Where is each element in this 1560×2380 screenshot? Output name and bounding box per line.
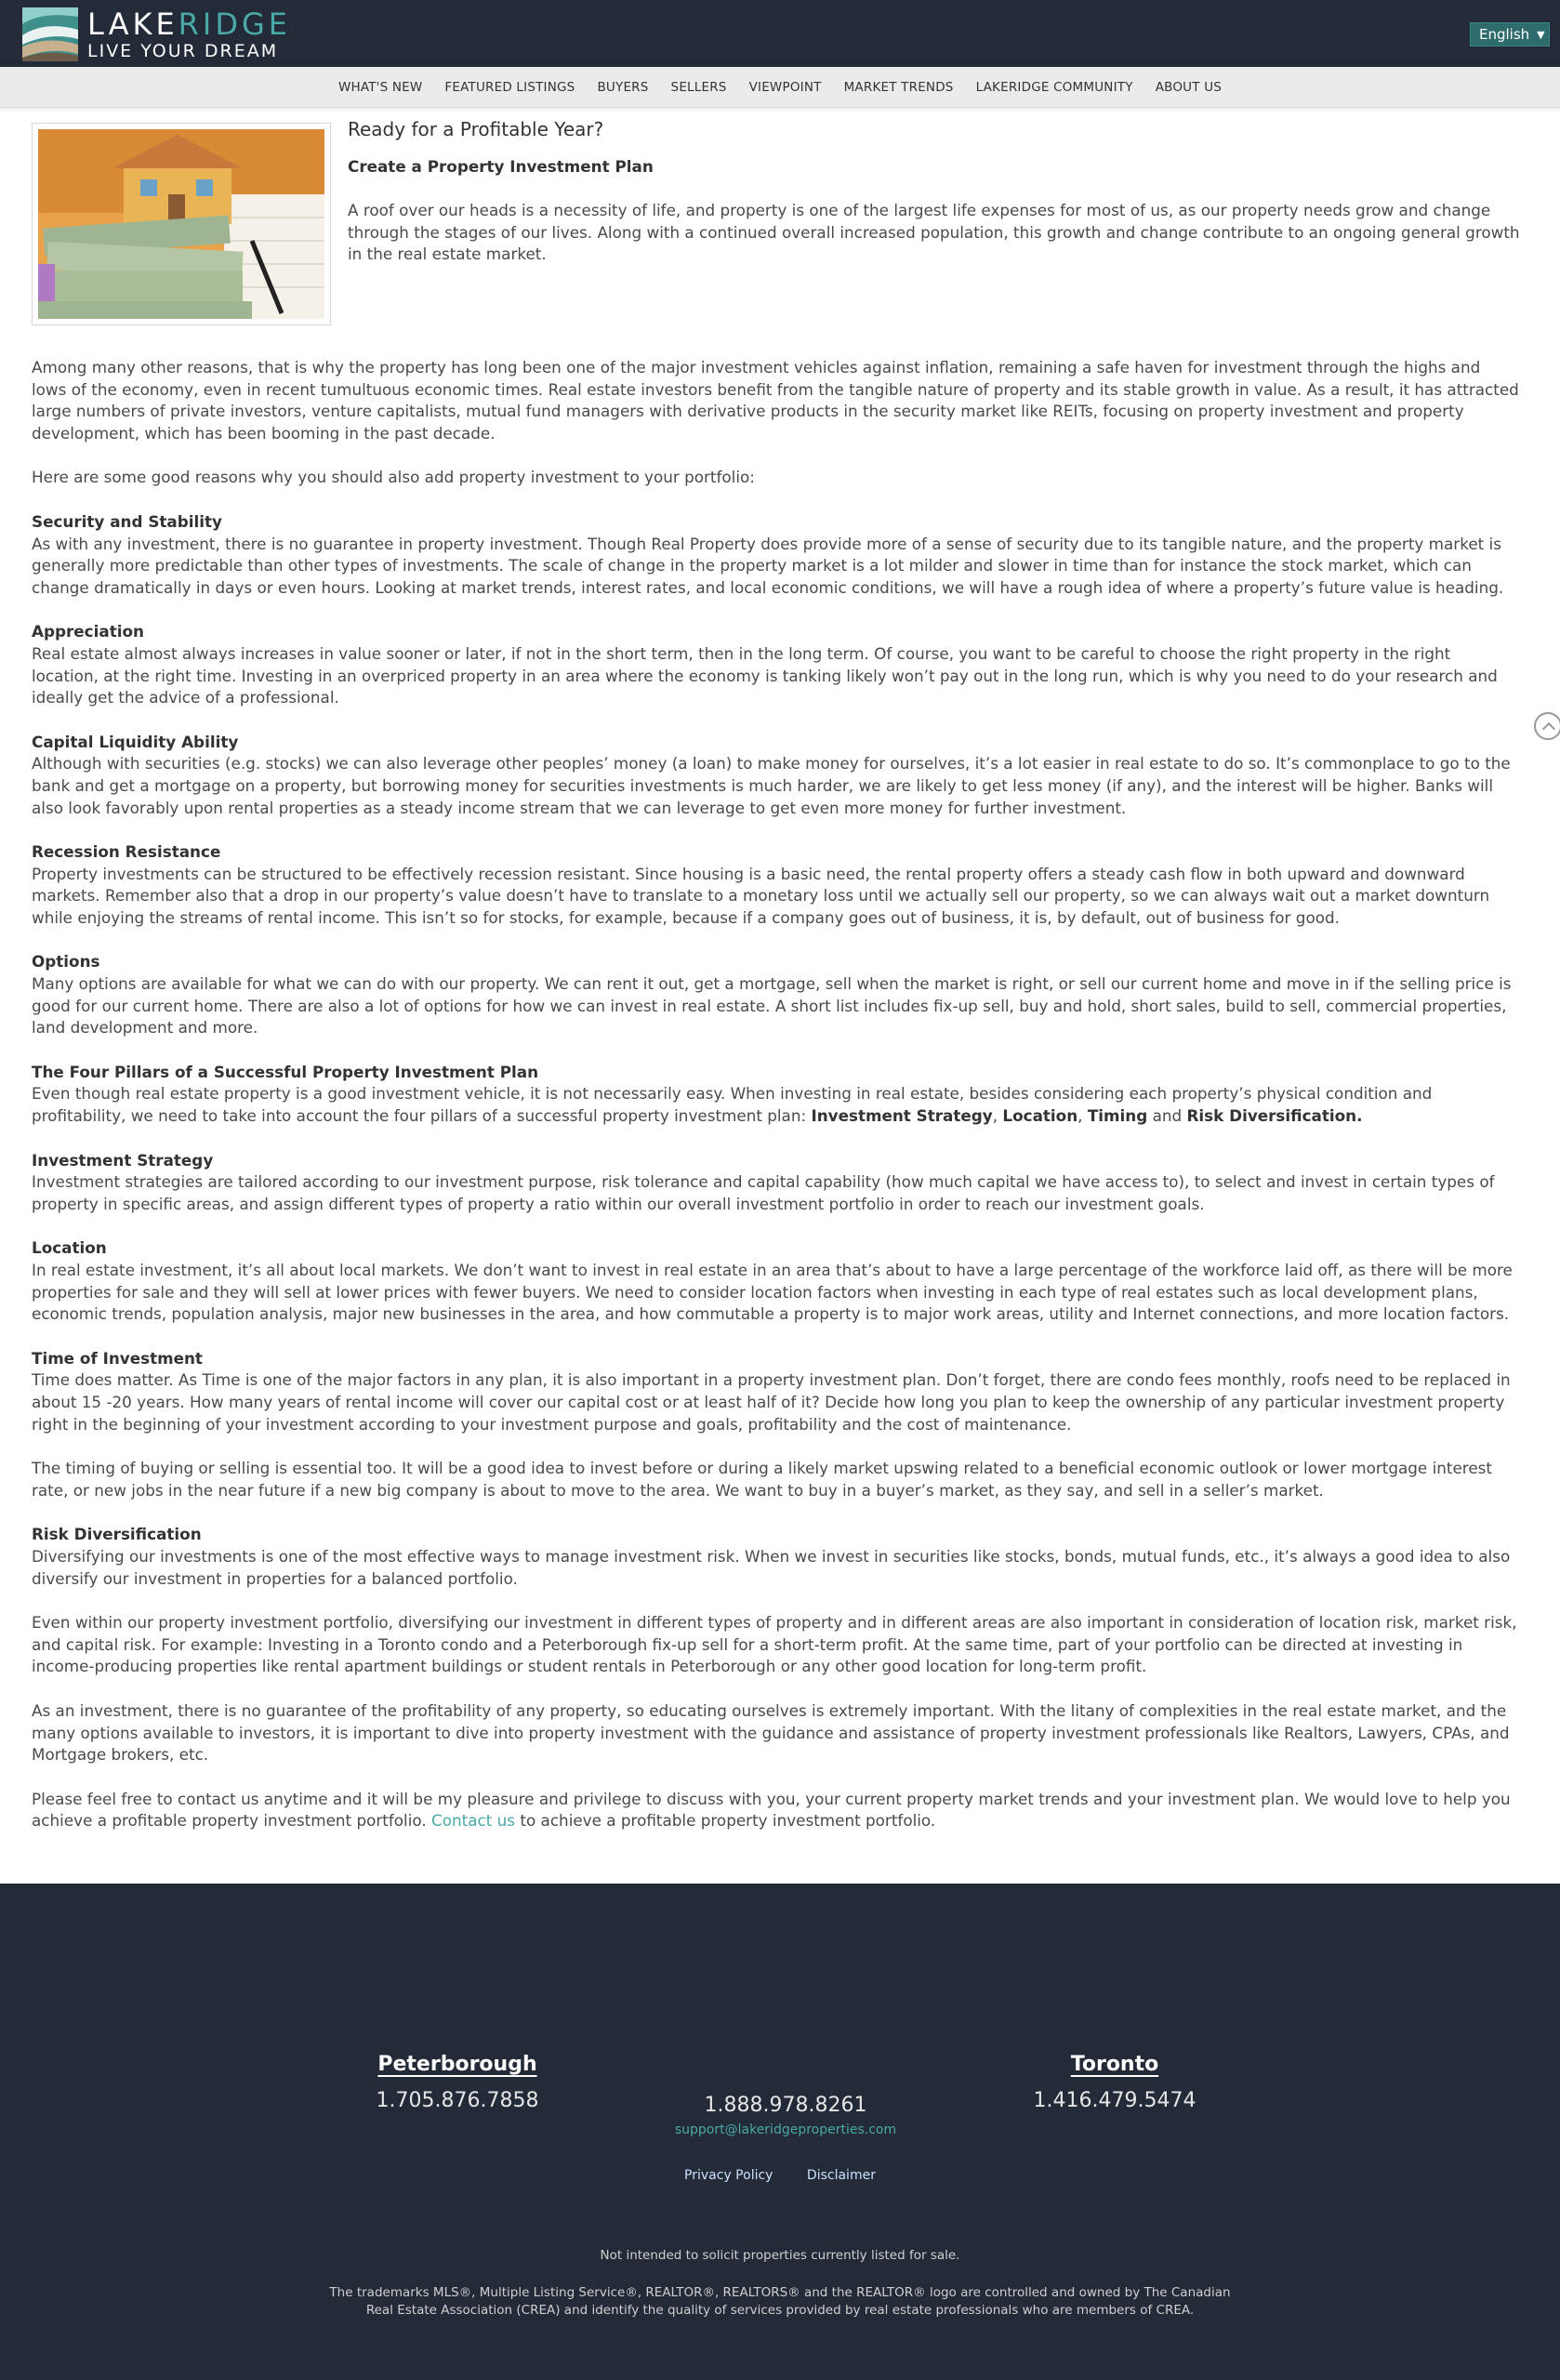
article-image	[32, 123, 331, 325]
solicit-notice: Not intended to solicit properties currently listed for sale.	[600, 2248, 960, 2263]
section-body-time: Time does matter. As Time is one of the major factors in any plan, it is also important in a property investment plan. Don’t forget, there are condo fees monthly, roofs need to be replaced in about 15 -20 years. How many years of rental income will cover our capital cost or at least half of it? Decide how long you plan to keep the ownership of any particular investment property right in the beginning of your investment according to your investment purpose and goals, profitability and the cost of maintenance.	[32, 1370, 1511, 1434]
section-heading-liquidity: Capital Liquidity Ability	[32, 732, 239, 751]
section-heading-investment-strategy: Investment Strategy	[32, 1150, 214, 1170]
nav-buyers[interactable]: BUYERS	[597, 80, 649, 95]
main-navbar	[0, 67, 1560, 108]
section-body-options: Many options are available for what we can do with our property. We can rent it out, get a mortgage, sell when the market is right, or sell our current home and move in if the selling price is good for our current home. There are also a lot of options for how we can invest in real estate. A short list includes fix-up sell, buy and hold, short sales, build to sell, commercial properties, land development and more.	[32, 974, 1512, 1038]
section-body-location: In real estate investment, it’s all about local markets. We don’t want to invest in real estate in an area that’s about to have a large percentage of the workforce laid off, as there will be more properties for sale and they will sell at lower prices with fewer buyers. We need to consider location factors when investing in each type of real estates such as local development plans, economic trends, population analysis, major new businesses in the area, and how commutable a property is to major work areas, utility and Internet connections, and more location factors.	[32, 1261, 1513, 1324]
nav-featured-listings[interactable]: FEATURED LISTINGS	[444, 80, 575, 95]
nav-market-trends[interactable]: MARKET TRENDS	[843, 80, 954, 95]
paragraph-diversify: Even within our property investment portfolio, diversifying our investment in different types of property and in different areas are also important in consideration of location risk, market risk, and capital risk. For example: Investing in a Toronto condo and a Peterborough fix-up sell for a short-term profit. At the same time, part of your portfolio can be directed at investing in income-producing properties like rental apartment buildings or student rentals in Peterborough or any other good location for long-term profit.	[32, 1613, 1517, 1676]
section-heading-recession: Recession Resistance	[32, 842, 221, 862]
paragraph-contact	[32, 1789, 1519, 1832]
house-and-money-image	[38, 129, 324, 319]
scroll-to-top-icon[interactable]	[1534, 712, 1560, 740]
office-phone-peterborough[interactable]: 1.705.876.7858	[376, 2089, 539, 2112]
language-select[interactable]	[1470, 22, 1550, 46]
disclaimer-link[interactable]: Disclaimer	[806, 2168, 876, 2183]
nav-lakeridge-community[interactable]: LAKERIDGE COMMUNITY	[975, 80, 1133, 95]
section-body-investment-strategy: Investment strategies are tailored according to our investment purpose, risk tolerance and capital capability (how much capital we have access to), to select and invest in certain types of property in specific areas, and assign different types of property a ratio within our overall investment portfolio in order to reach our investment goals.	[32, 1172, 1495, 1213]
section-heading-options: Options	[32, 952, 100, 972]
center-contact	[646, 2094, 925, 2137]
pillar-and: and	[1147, 1106, 1187, 1126]
language-value: English	[1479, 26, 1530, 43]
article-subtitle: Create a Property Investment Plan	[348, 156, 654, 176]
nav-sellers[interactable]: SELLERS	[670, 80, 727, 95]
support-email-link[interactable]: support@lakeridgeproperties.com	[674, 2122, 897, 2137]
contact-text-a: Please feel free to contact us anytime and it will be my pleasure and privilege to discuss with you, your current property market trends and your investment plan. We would love to help you achieve a profitable property investment portfolio.	[32, 1789, 1511, 1831]
contact-text-b: to achieve a profitable property investment portfolio.	[515, 1811, 936, 1831]
section-heading-security: Security and Stability	[32, 511, 222, 531]
section-heading-four-pillars: The Four Pillars of a Successful Property Investment Plan	[32, 1062, 539, 1081]
section-body-liquidity: Although with securities (e.g. stocks) we can also leverage other peoples’ money (a loan) to make money for ourselves, it’s a lot easier in real estate to do so. It’s commonplace to go to the bank and get a mortgage on a property, but borrowing money for securities investments is much harder, we are likely to get less money (if any), and the interest will be higher. Banks will also look favorably upon rental properties as a steady income stream that we can leverage to get even more money for further investment.	[32, 754, 1511, 817]
office-toronto	[975, 2053, 1254, 2112]
paragraph-good-reasons: Here are some good reasons why you should also add property investment to your portfolio:	[32, 468, 755, 487]
paragraph-reasons: Among many other reasons, that is why the property has long been one of the major investment vehicles against inflation, remaining a safe haven for investment through the highs and lows of the economy, even in recent tumultuous economic times. Real estate investors benefit from the tangible nature of property and its stable growth in value. As a result, it has attracted large numbers of private investors, venture capitalists, mutual fund managers with derivative products in the security market like REITs, focusing on property investment and property development, which has been booming in the past decade.	[32, 358, 1519, 443]
lakeridge-logo-icon	[22, 7, 78, 61]
section-body-security: As with any investment, there is no guarantee in property investment. Though Real Property does provide more of a sense of security due to its tangible nature, and the property market is generally more predictable than other types of investments. The scale of change in the property market is a lot milder and slower in time than for instance the stock market, which can change dramatically in days or even hours. Looking at market trends, interest rates, and local economic conditions, we will have a rough idea of where a property’s future value is heading.	[32, 534, 1504, 597]
logo-ridge-text: RIDGE	[178, 6, 291, 42]
office-city-toronto: Toronto	[1070, 2053, 1159, 2076]
footer-links	[0, 2168, 1560, 2183]
page-title: Ready for a Profitable Year?	[348, 118, 604, 140]
pillar-location: Location	[1002, 1106, 1078, 1126]
trademark-notice: The trademarks MLS®, Multiple Listing Service®, REALTOR®, REALTORS® and the REALTOR® logo are controlled and owned by The Canadian Real Estate Association (CREA) and identify the quality of services provided by real estate professionals who are members of CREA.	[329, 2285, 1231, 2318]
logo-lake-text: LAKE	[87, 6, 178, 42]
section-body-appreciation: Real estate almost always increases in value sooner or later, if not in the short term, then in the long term. Of course, you want to be careful to choose the right property in the right location, at the right time. Investing in an overpriced property in an area where the economy is tanking likely won’t pay out in the long run, which is why you need to do your research and ideally get the advice of a professional.	[32, 643, 1498, 707]
section-body-recession: Property investments can be structured to be effectively recession resistant. Since housing is a basic need, the rental property offers a steady cash flow in both upward and downward markets. Remember also that a drop in our property’s value doesn’t have to translate to a monetary loss until we actually sell our property, so we can always wait out a market downturn while enjoying the streams of rental income. This isn’t so for stocks, for example, because if a company goes out of business, it is, by default, out of business for good.	[32, 864, 1490, 927]
pillar-investment-strategy: Investment Strategy	[811, 1106, 993, 1126]
nav-whats-new[interactable]: WHAT'S NEW	[337, 80, 423, 95]
paragraph-timing: The timing of buying or selling is essential too. It will be a good idea to invest before or during a likely market upswing related to a beneficial economic outlook or lower mortgage interest rate, or new jobs in the near future if a new big company is about to move to the area. We want to buy in a buyer’s market, as they say, and sell in a seller’s market.	[32, 1459, 1492, 1500]
office-peterborough	[318, 2053, 597, 2112]
section-heading-appreciation: Appreciation	[32, 622, 144, 641]
nav-viewpoint[interactable]: VIEWPOINT	[748, 80, 822, 95]
toll-free-phone[interactable]: 1.888.978.8261	[704, 2094, 867, 2117]
section-body-risk: Diversifying our investments is one of the most effective ways to manage investment risk. When we invest in securities like stocks, bonds, mutual funds, etc., it’s always a good idea to also diversify our investment in properties for a balanced portfolio.	[32, 1546, 1511, 1588]
section-heading-risk: Risk Diversification	[32, 1525, 202, 1544]
paragraph-investment: As an investment, there is no guarantee of the profitability of any property, so educating ourselves is extremely important. With the litany of complexities in the real estate market, and the many options available to investors, it is important to dive into property investment with the guidance and assistance of property investment professionals like Realtors, Lawyers, CPAs, and Mortgage brokers, etc.	[32, 1700, 1510, 1765]
caret-down-icon: ▼	[1537, 28, 1545, 41]
main-nav	[0, 67, 1560, 108]
site-logo[interactable]	[22, 7, 291, 61]
top-header	[0, 0, 1560, 67]
article-body	[32, 357, 1519, 1855]
office-phone-toronto[interactable]: 1.416.479.5474	[1033, 2089, 1196, 2112]
nav-about-us[interactable]: ABOUT US	[1155, 80, 1223, 95]
logo-tagline: LIVE YOUR DREAM	[87, 40, 279, 61]
section-body-four-pillars: Even though real estate property is a good investment vehicle, it is not necessarily easy. When investing in real estate, besides considering each property’s physical condition and profitability, we need to take into account the four pillars of a successful property investment plan: Investment Strategy, Location, Timing and Risk Diversification.	[32, 1084, 1433, 1126]
intro-paragraph: A roof over our heads is a necessity of life, and property is one of the largest life expenses for most of us, as our property needs grow and change through the stages of our lives. Along with a continued overall increased population, this growth and change contribute to an ongoing general growth in the real estate market.	[348, 201, 1520, 263]
privacy-policy-link[interactable]: Privacy Policy	[684, 2168, 773, 2183]
pillar-timing: Timing	[1087, 1106, 1148, 1126]
office-city-peterborough: Peterborough	[377, 2053, 537, 2076]
site-footer	[0, 1884, 1560, 2380]
four-pillars-text: Even though real estate property is a good investment vehicle, it is not necessarily easy. When investing in real estate, besides considering each property’s physical condition and profitability, we need to take into account the four pillars of a successful property investment plan:	[32, 1084, 1433, 1126]
pillar-risk-diversification: Risk Diversification.	[1186, 1106, 1363, 1126]
section-heading-time: Time of Investment	[32, 1348, 203, 1368]
contact-us-link[interactable]: Contact us	[431, 1811, 516, 1831]
section-heading-location: Location	[32, 1238, 107, 1258]
hero-text	[348, 119, 1523, 266]
